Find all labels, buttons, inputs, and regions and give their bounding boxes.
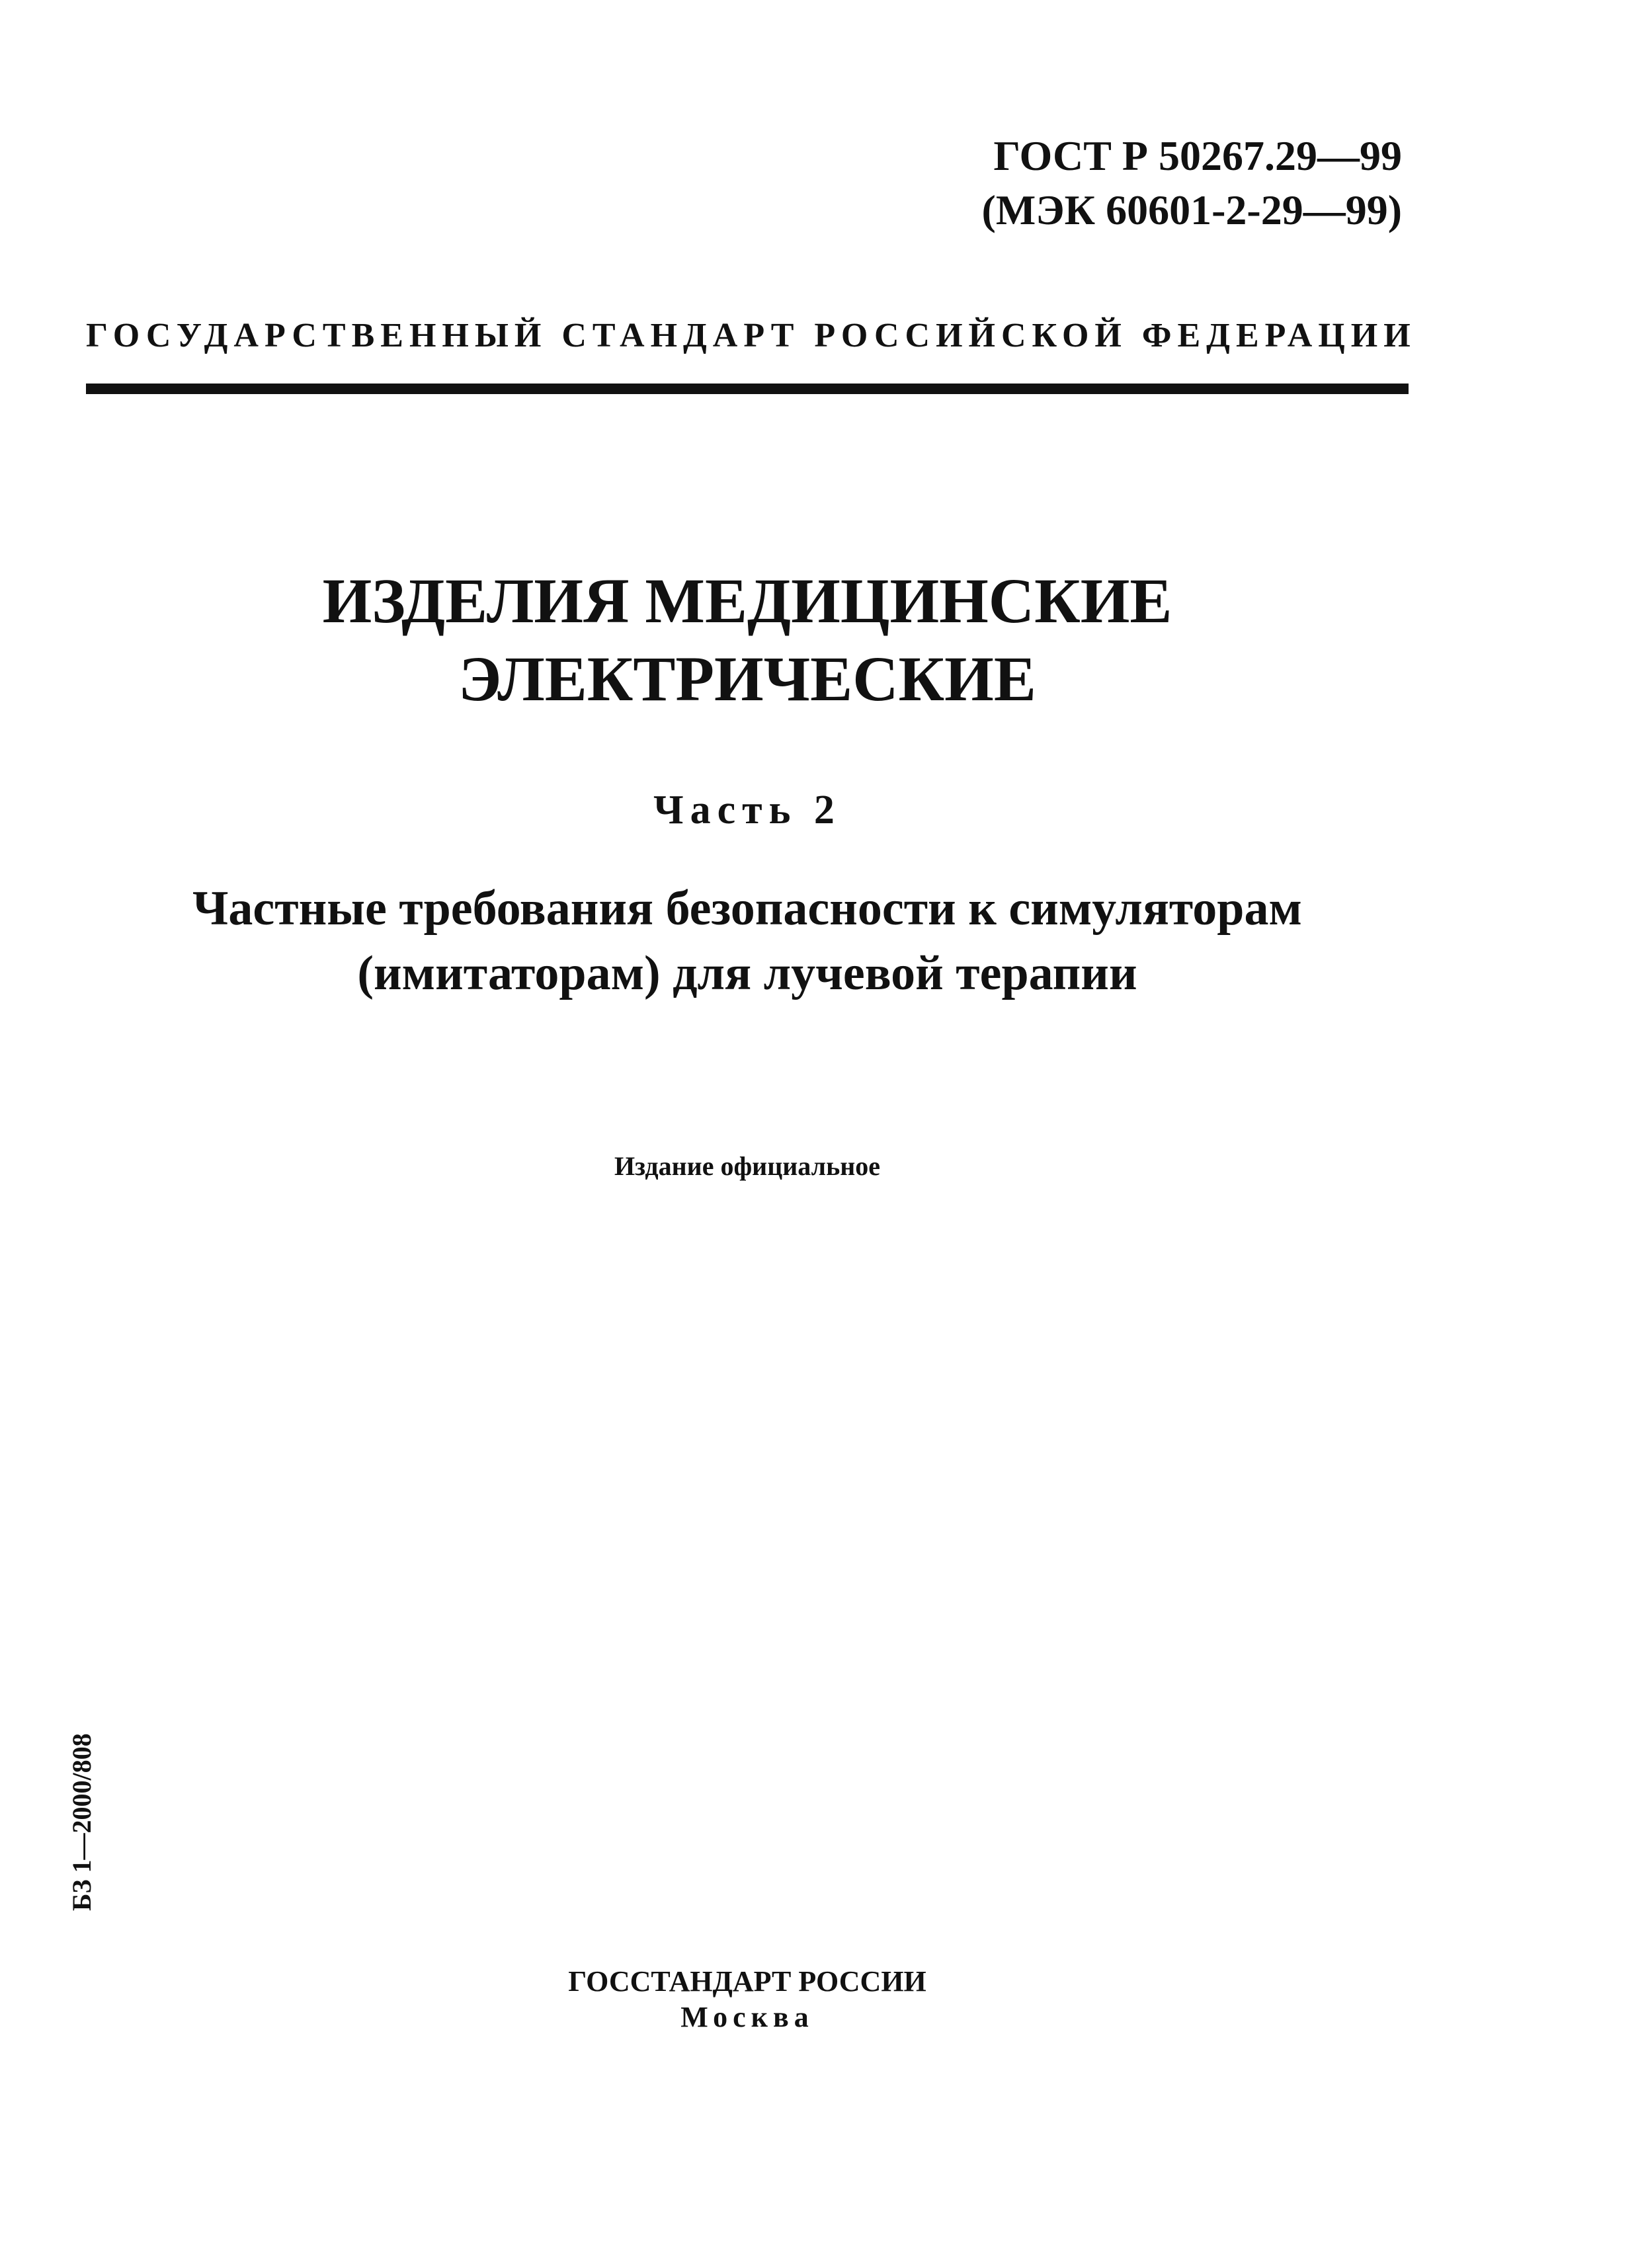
document-title — [86, 562, 1409, 718]
document-subtitle — [86, 876, 1409, 1006]
publisher-block — [86, 1964, 1409, 2035]
iec-number: (МЭК 60601-2-29—99) — [981, 186, 1402, 233]
standard-designation — [982, 129, 1402, 237]
title-line-2: ЭЛЕКТРИЧЕСКИЕ — [458, 643, 1036, 714]
title-line-1: ИЗДЕЛИЯ МЕДИЦИНСКИЕ — [322, 565, 1172, 636]
part-number: Часть 2 — [653, 788, 841, 832]
state-standard-heading: ГОСУДАРСТВЕННЫЙ СТАНДАРТ РОССИЙСКОЙ ФЕДЕРАЦИИ — [86, 317, 1416, 354]
edition-label: Издание официальное — [614, 1151, 881, 1181]
publisher-name: ГОССТАНДАРТ РОССИИ — [568, 1965, 926, 1998]
gost-number: ГОСТ Р 50267.29—99 — [993, 132, 1402, 179]
publisher-city: Москва — [680, 2001, 814, 2033]
subtitle-line-1: Частные требования безопасности к симуляторам — [192, 881, 1302, 936]
subtitle-line-2: (имитаторам) для лучевой терапии — [357, 946, 1137, 1000]
side-catalog-code: БЗ 1—2000/808 — [67, 1733, 97, 1911]
header-divider — [86, 384, 1409, 394]
